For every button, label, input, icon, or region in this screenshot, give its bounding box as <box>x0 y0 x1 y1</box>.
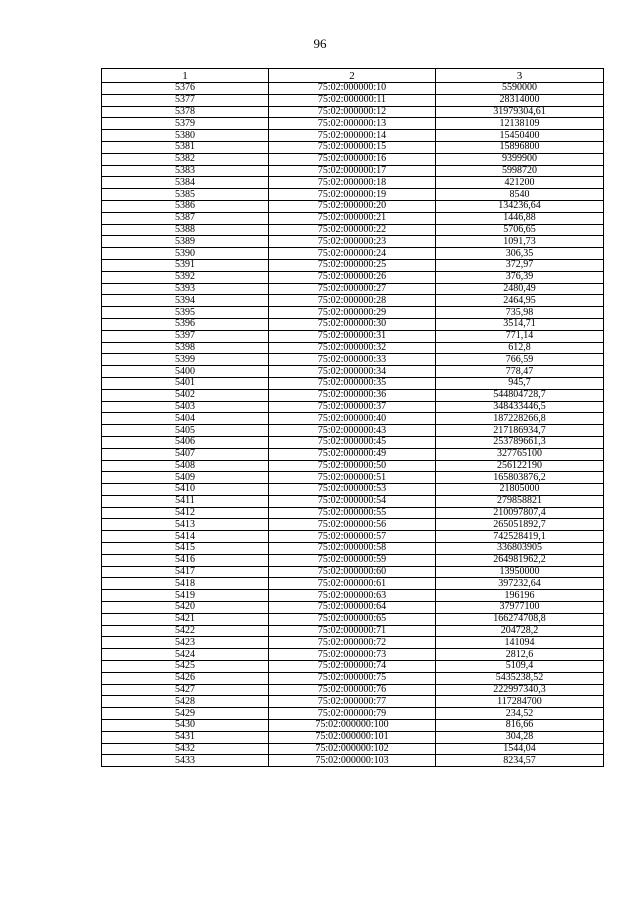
cadastral-number-cell: 75:02:000000:60 <box>269 566 436 578</box>
value-cell: 12138109 <box>436 118 604 130</box>
value-cell: 187228266,8 <box>436 413 604 425</box>
cadastral-number-cell: 75:02:000000:24 <box>269 248 436 260</box>
table-row <box>102 637 604 649</box>
cadastral-number-cell: 75:02:000000:14 <box>269 130 436 142</box>
row-number-cell: 5389 <box>102 236 269 248</box>
cadastral-number-cell: 75:02:000000:10 <box>269 83 436 95</box>
value-cell: 222997340,3 <box>436 684 604 696</box>
row-number-cell: 5397 <box>102 330 269 342</box>
table-row <box>102 354 604 366</box>
row-number-cell: 5424 <box>102 649 269 661</box>
row-number-cell: 5376 <box>102 83 269 95</box>
cadastral-number-cell: 75:02:000000:13 <box>269 118 436 130</box>
value-cell: 766,59 <box>436 354 604 366</box>
row-number-cell: 5430 <box>102 720 269 732</box>
cadastral-number-cell: 75:02:000000:30 <box>269 318 436 330</box>
data-table <box>101 68 604 767</box>
table-row <box>102 531 604 543</box>
value-cell: 742528419,1 <box>436 531 604 543</box>
row-number-cell: 5386 <box>102 200 269 212</box>
cadastral-number-cell: 75:02:000000:26 <box>269 271 436 283</box>
table-row <box>102 578 604 590</box>
table-row <box>102 283 604 295</box>
row-number-cell: 5433 <box>102 755 269 767</box>
value-cell: 165803876,2 <box>436 472 604 484</box>
row-number-cell: 5392 <box>102 271 269 283</box>
value-cell: 217186934,7 <box>436 425 604 437</box>
value-cell: 1446,88 <box>436 212 604 224</box>
row-number-cell: 5405 <box>102 425 269 437</box>
cadastral-number-cell: 75:02:000000:16 <box>269 153 436 165</box>
table-row <box>102 366 604 378</box>
cadastral-number-cell: 75:02:000000:101 <box>269 731 436 743</box>
cadastral-number-cell: 75:02:000000:74 <box>269 661 436 673</box>
value-cell: 771,14 <box>436 330 604 342</box>
cadastral-number-cell: 75:02:000000:29 <box>269 307 436 319</box>
cadastral-number-cell: 75:02:000000:43 <box>269 425 436 437</box>
table-row <box>102 672 604 684</box>
table-row <box>102 708 604 720</box>
cadastral-number-cell: 75:02:000000:49 <box>269 448 436 460</box>
row-number-cell: 5423 <box>102 637 269 649</box>
cadastral-number-cell: 75:02:000000:23 <box>269 236 436 248</box>
table-header-row <box>102 69 604 83</box>
cadastral-number-cell: 75:02:000000:102 <box>269 743 436 755</box>
value-cell: 376,39 <box>436 271 604 283</box>
value-cell: 8540 <box>436 189 604 201</box>
value-cell: 253789661,3 <box>436 436 604 448</box>
row-number-cell: 5399 <box>102 354 269 366</box>
value-cell: 5998720 <box>436 165 604 177</box>
row-number-cell: 5395 <box>102 307 269 319</box>
row-number-cell: 5385 <box>102 189 269 201</box>
cadastral-number-cell: 75:02:000000:36 <box>269 389 436 401</box>
value-cell: 117284700 <box>436 696 604 708</box>
table-row <box>102 189 604 201</box>
row-number-cell: 5432 <box>102 743 269 755</box>
table-row <box>102 259 604 271</box>
cadastral-number-cell: 75:02:000000:27 <box>269 283 436 295</box>
table-row <box>102 743 604 755</box>
value-cell: 5109,4 <box>436 661 604 673</box>
value-cell: 210097807,4 <box>436 507 604 519</box>
value-cell: 234,52 <box>436 708 604 720</box>
row-number-cell: 5396 <box>102 318 269 330</box>
row-number-cell: 5425 <box>102 661 269 673</box>
cadastral-number-cell: 75:02:000000:76 <box>269 684 436 696</box>
row-number-cell: 5379 <box>102 118 269 130</box>
table-row <box>102 543 604 555</box>
cadastral-number-cell: 75:02:000000:11 <box>269 94 436 106</box>
table-row <box>102 472 604 484</box>
column-header-1: 1 <box>102 69 269 83</box>
cadastral-number-cell: 75:02:000000:53 <box>269 484 436 496</box>
row-number-cell: 5429 <box>102 708 269 720</box>
value-cell: 37977100 <box>436 602 604 614</box>
cadastral-number-cell: 75:02:000000:58 <box>269 543 436 555</box>
cadastral-number-cell: 75:02:000000:72 <box>269 637 436 649</box>
table-row <box>102 153 604 165</box>
cadastral-number-cell: 75:02:000000:103 <box>269 755 436 767</box>
row-number-cell: 5382 <box>102 153 269 165</box>
value-cell: 304,28 <box>436 731 604 743</box>
row-number-cell: 5416 <box>102 554 269 566</box>
table-row <box>102 83 604 95</box>
row-number-cell: 5413 <box>102 519 269 531</box>
row-number-cell: 5417 <box>102 566 269 578</box>
row-number-cell: 5403 <box>102 401 269 413</box>
cadastral-number-cell: 75:02:000000:20 <box>269 200 436 212</box>
value-cell: 141094 <box>436 637 604 649</box>
value-cell: 28314000 <box>436 94 604 106</box>
table-row <box>102 307 604 319</box>
table-row <box>102 602 604 614</box>
value-cell: 348433446,5 <box>436 401 604 413</box>
value-cell: 544804728,7 <box>436 389 604 401</box>
row-number-cell: 5409 <box>102 472 269 484</box>
value-cell: 5435238,52 <box>436 672 604 684</box>
cadastral-number-cell: 75:02:000000:55 <box>269 507 436 519</box>
cadastral-number-cell: 75:02:000000:63 <box>269 590 436 602</box>
row-number-cell: 5407 <box>102 448 269 460</box>
row-number-cell: 5426 <box>102 672 269 684</box>
cadastral-number-cell: 75:02:000000:73 <box>269 649 436 661</box>
row-number-cell: 5387 <box>102 212 269 224</box>
cadastral-number-cell: 75:02:000000:71 <box>269 625 436 637</box>
table-row <box>102 165 604 177</box>
value-cell: 21805000 <box>436 484 604 496</box>
table-row <box>102 177 604 189</box>
table-row <box>102 649 604 661</box>
table-row <box>102 696 604 708</box>
row-number-cell: 5412 <box>102 507 269 519</box>
cadastral-number-cell: 75:02:000000:31 <box>269 330 436 342</box>
cadastral-number-cell: 75:02:000000:21 <box>269 212 436 224</box>
value-cell: 1091,73 <box>436 236 604 248</box>
table-row <box>102 661 604 673</box>
row-number-cell: 5414 <box>102 531 269 543</box>
cadastral-number-cell: 75:02:000000:77 <box>269 696 436 708</box>
value-cell: 735,98 <box>436 307 604 319</box>
row-number-cell: 5383 <box>102 165 269 177</box>
row-number-cell: 5428 <box>102 696 269 708</box>
value-cell: 3514,71 <box>436 318 604 330</box>
row-number-cell: 5388 <box>102 224 269 236</box>
value-cell: 336803905 <box>436 543 604 555</box>
table-row <box>102 720 604 732</box>
row-number-cell: 5398 <box>102 342 269 354</box>
value-cell: 166274708,8 <box>436 613 604 625</box>
table-row <box>102 413 604 425</box>
value-cell: 265051892,7 <box>436 519 604 531</box>
table-row <box>102 330 604 342</box>
table-row <box>102 519 604 531</box>
cadastral-number-cell: 75:02:000000:15 <box>269 141 436 153</box>
value-cell: 2480,49 <box>436 283 604 295</box>
cadastral-number-cell: 75:02:000000:34 <box>269 366 436 378</box>
value-cell: 306,35 <box>436 248 604 260</box>
value-cell: 327765100 <box>436 448 604 460</box>
row-number-cell: 5401 <box>102 377 269 389</box>
cadastral-number-cell: 75:02:000000:35 <box>269 377 436 389</box>
value-cell: 612,8 <box>436 342 604 354</box>
value-cell: 5706,65 <box>436 224 604 236</box>
table-row <box>102 590 604 602</box>
cadastral-number-cell: 75:02:000000:65 <box>269 613 436 625</box>
cadastral-number-cell: 75:02:000000:40 <box>269 413 436 425</box>
row-number-cell: 5390 <box>102 248 269 260</box>
table-row <box>102 731 604 743</box>
value-cell: 8234,57 <box>436 755 604 767</box>
row-number-cell: 5422 <box>102 625 269 637</box>
cadastral-number-cell: 75:02:000000:32 <box>269 342 436 354</box>
value-cell: 15450400 <box>436 130 604 142</box>
table-row <box>102 554 604 566</box>
table-row <box>102 507 604 519</box>
row-number-cell: 5400 <box>102 366 269 378</box>
table-row <box>102 141 604 153</box>
row-number-cell: 5431 <box>102 731 269 743</box>
cadastral-number-cell: 75:02:000000:45 <box>269 436 436 448</box>
row-number-cell: 5411 <box>102 495 269 507</box>
cadastral-number-cell: 75:02:000000:22 <box>269 224 436 236</box>
cadastral-number-cell: 75:02:000000:33 <box>269 354 436 366</box>
value-cell: 421200 <box>436 177 604 189</box>
table-row <box>102 212 604 224</box>
row-number-cell: 5418 <box>102 578 269 590</box>
value-cell: 945,7 <box>436 377 604 389</box>
value-cell: 2464,95 <box>436 295 604 307</box>
value-cell: 778,47 <box>436 366 604 378</box>
table-row <box>102 377 604 389</box>
table-row <box>102 401 604 413</box>
table-row <box>102 448 604 460</box>
table-row <box>102 566 604 578</box>
row-number-cell: 5419 <box>102 590 269 602</box>
value-cell: 816,66 <box>436 720 604 732</box>
page-number: 96 <box>313 36 327 51</box>
value-cell: 5590000 <box>436 83 604 95</box>
cadastral-number-cell: 75:02:000000:100 <box>269 720 436 732</box>
row-number-cell: 5402 <box>102 389 269 401</box>
column-header-2: 2 <box>269 69 436 83</box>
row-number-cell: 5378 <box>102 106 269 118</box>
cadastral-number-cell: 75:02:000000:12 <box>269 106 436 118</box>
cadastral-number-cell: 75:02:000000:51 <box>269 472 436 484</box>
table-row <box>102 94 604 106</box>
table-row <box>102 106 604 118</box>
table-row <box>102 200 604 212</box>
table-row <box>102 318 604 330</box>
value-cell: 134236,64 <box>436 200 604 212</box>
row-number-cell: 5384 <box>102 177 269 189</box>
table-row <box>102 248 604 260</box>
cadastral-number-cell: 75:02:000000:54 <box>269 495 436 507</box>
table-row <box>102 755 604 767</box>
value-cell: 397232,64 <box>436 578 604 590</box>
cadastral-number-cell: 75:02:000000:18 <box>269 177 436 189</box>
value-cell: 264981962,2 <box>436 554 604 566</box>
row-number-cell: 5393 <box>102 283 269 295</box>
value-cell: 372,97 <box>436 259 604 271</box>
table-row <box>102 389 604 401</box>
row-number-cell: 5427 <box>102 684 269 696</box>
value-cell: 9399900 <box>436 153 604 165</box>
value-cell: 204728,2 <box>436 625 604 637</box>
cadastral-number-cell: 75:02:000000:28 <box>269 295 436 307</box>
row-number-cell: 5391 <box>102 259 269 271</box>
table-body <box>102 83 604 767</box>
cadastral-number-cell: 75:02:000000:59 <box>269 554 436 566</box>
table-row <box>102 425 604 437</box>
table-row <box>102 271 604 283</box>
table-row <box>102 436 604 448</box>
row-number-cell: 5381 <box>102 141 269 153</box>
cadastral-number-cell: 75:02:000000:19 <box>269 189 436 201</box>
cadastral-number-cell: 75:02:000000:25 <box>269 259 436 271</box>
table-row <box>102 224 604 236</box>
cadastral-number-cell: 75:02:000000:50 <box>269 460 436 472</box>
row-number-cell: 5408 <box>102 460 269 472</box>
cadastral-number-cell: 75:02:000000:56 <box>269 519 436 531</box>
value-cell: 1544,04 <box>436 743 604 755</box>
row-number-cell: 5404 <box>102 413 269 425</box>
cadastral-number-cell: 75:02:000000:17 <box>269 165 436 177</box>
row-number-cell: 5415 <box>102 543 269 555</box>
table-row <box>102 236 604 248</box>
row-number-cell: 5421 <box>102 613 269 625</box>
value-cell: 13950000 <box>436 566 604 578</box>
cadastral-number-cell: 75:02:000000:57 <box>269 531 436 543</box>
row-number-cell: 5377 <box>102 94 269 106</box>
table-row <box>102 118 604 130</box>
table-row <box>102 342 604 354</box>
value-cell: 256122190 <box>436 460 604 472</box>
table-row <box>102 460 604 472</box>
row-number-cell: 5406 <box>102 436 269 448</box>
cadastral-number-cell: 75:02:000000:75 <box>269 672 436 684</box>
row-number-cell: 5420 <box>102 602 269 614</box>
table-row <box>102 130 604 142</box>
table-row <box>102 625 604 637</box>
row-number-cell: 5380 <box>102 130 269 142</box>
row-number-cell: 5410 <box>102 484 269 496</box>
table-row <box>102 295 604 307</box>
table-row <box>102 495 604 507</box>
value-cell: 31979304,61 <box>436 106 604 118</box>
table-row <box>102 484 604 496</box>
value-cell: 196196 <box>436 590 604 602</box>
cadastral-number-cell: 75:02:000000:79 <box>269 708 436 720</box>
table-row <box>102 684 604 696</box>
value-cell: 279858821 <box>436 495 604 507</box>
row-number-cell: 5394 <box>102 295 269 307</box>
cadastral-number-cell: 75:02:000000:61 <box>269 578 436 590</box>
table-row <box>102 613 604 625</box>
cadastral-number-cell: 75:02:000000:37 <box>269 401 436 413</box>
column-header-3: 3 <box>436 69 604 83</box>
cadastral-number-cell: 75:02:000000:64 <box>269 602 436 614</box>
value-cell: 15896800 <box>436 141 604 153</box>
value-cell: 2812,6 <box>436 649 604 661</box>
